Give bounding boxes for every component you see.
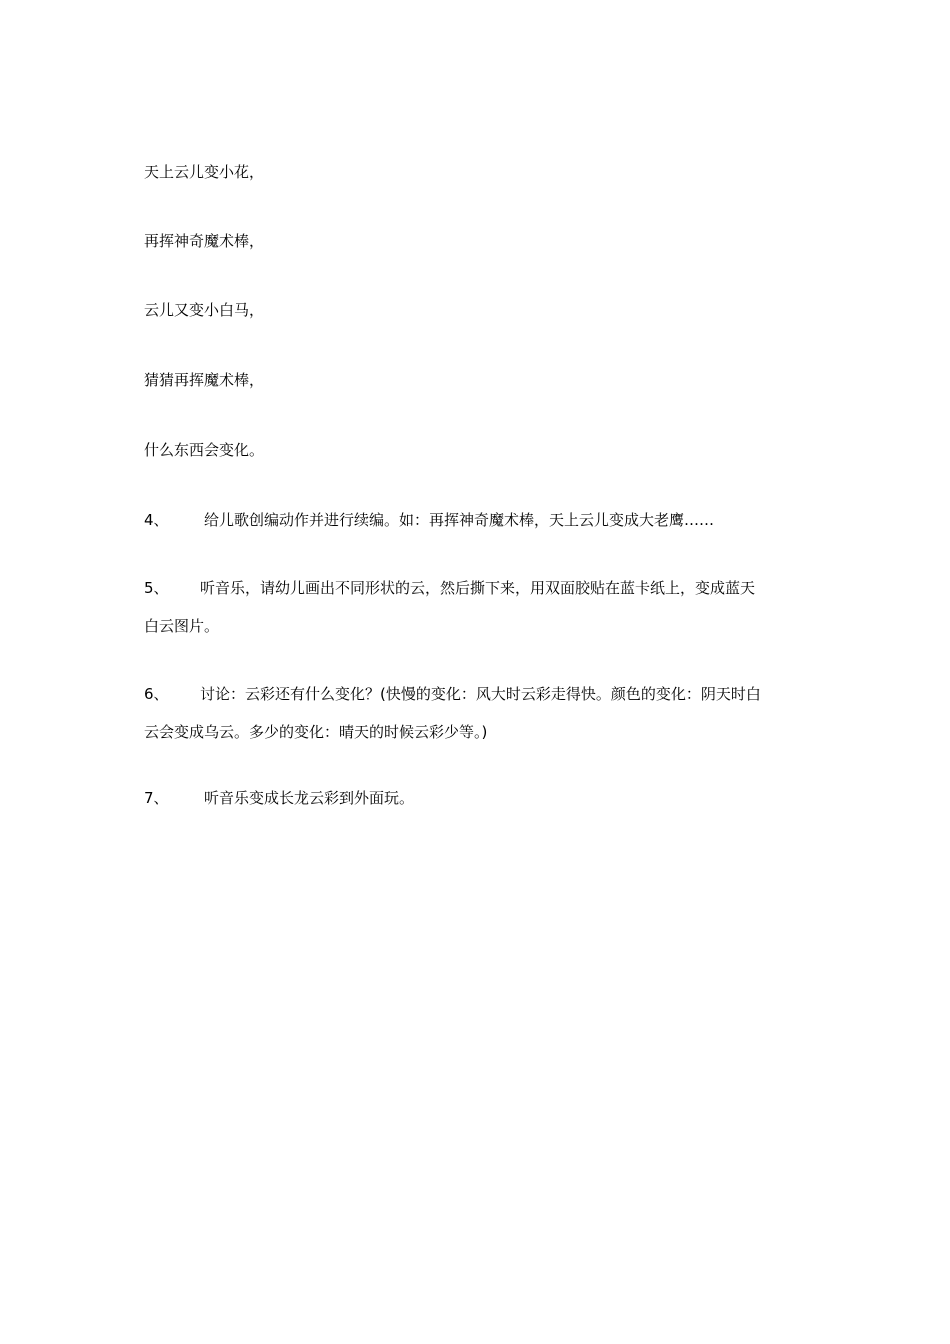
step-5 (144, 578, 812, 636)
step-7-text: 听音乐变成长龙云彩到外面玩。 (204, 789, 415, 807)
poem-line-3: 云儿又变小白马， (144, 301, 265, 319)
step-5-continuation: 白云图片。 (144, 617, 220, 635)
step-4 (144, 510, 812, 530)
step-5-number: 5、 (144, 579, 169, 597)
step-6-text: 讨论：云彩还有什么变化？(快慢的变化：风大时云彩走得快。颜色的变化：阴天时白 (200, 685, 761, 703)
step-7-number: 7、 (144, 789, 169, 807)
step-4-number: 4、 (144, 511, 169, 529)
poem-line-4: 猜猜再挥魔术棒， (144, 371, 265, 389)
step-4-text: 给儿歌创编动作并进行续编。如：再挥神奇魔术棒，天上云儿变成大老鹰…… (204, 511, 715, 529)
step-5-text: 听音乐，请幼儿画出不同形状的云，然后撕下来，用双面胶贴在蓝卡纸上，变成蓝天 (200, 579, 756, 597)
step-6-continuation: 云会变成乌云。多少的变化：晴天的时候云彩少等。) (144, 723, 488, 741)
step-7 (144, 788, 812, 808)
step-6 (144, 684, 812, 742)
step-6-number: 6、 (144, 685, 169, 703)
poem-line-2: 再挥神奇魔术棒， (144, 232, 265, 250)
poem-line-5: 什么东西会变化。 (144, 441, 265, 459)
poem-line-1: 天上云儿变小花， (144, 163, 265, 181)
